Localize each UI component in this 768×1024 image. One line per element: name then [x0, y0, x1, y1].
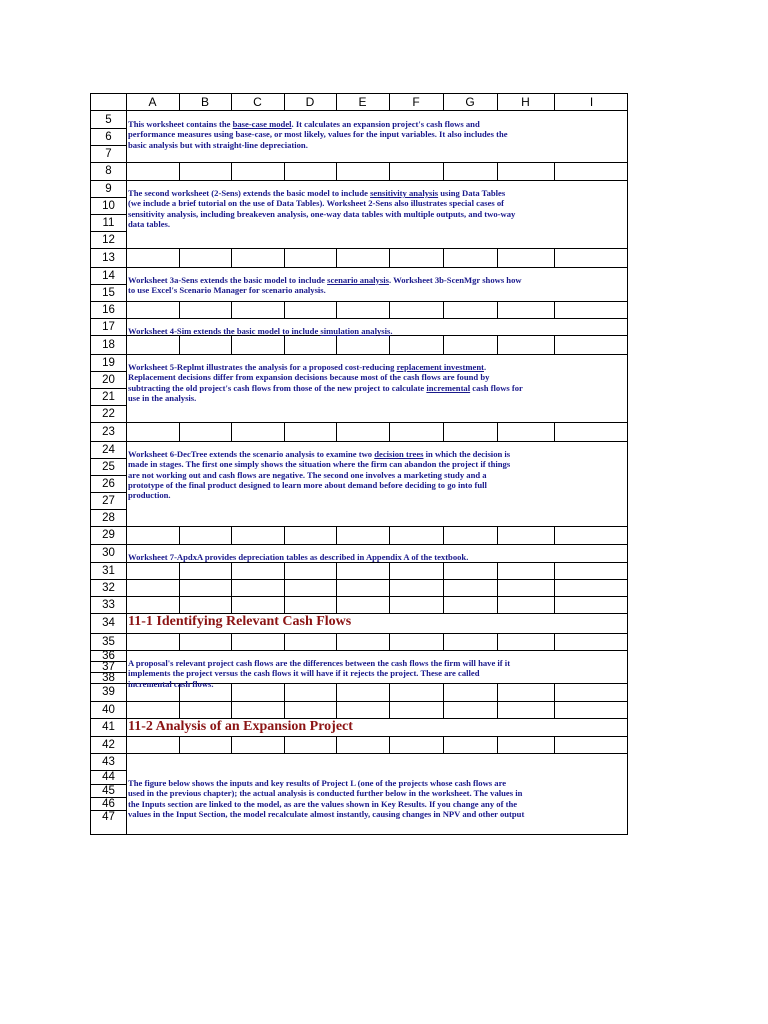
text-run: The second worksheet (2-Sens) extends the basic model to include: [128, 188, 371, 198]
row-number[interactable]: 31: [102, 564, 115, 577]
row-number[interactable]: 26: [102, 477, 115, 490]
row-divider: [91, 301, 628, 302]
row-number[interactable]: 23: [102, 425, 115, 438]
text-run: Worksheet 4-Sim extends the basic model to include: [128, 326, 321, 336]
column-header[interactable]: H: [521, 95, 530, 109]
column-header[interactable]: C: [253, 95, 262, 109]
cell-divider: [231, 248, 232, 267]
row-divider: [91, 422, 628, 423]
cell-divider: [231, 701, 232, 718]
text-run: cash flows for use in the analysis.: [128, 382, 523, 403]
row-number[interactable]: 38: [102, 671, 115, 684]
col-divider: [231, 94, 232, 110]
text-run: . Replacement decisions differ from expansion decisions because most of the cash flows are found by subtracting the old project's cash flows from those of the new project to calculate: [128, 362, 490, 393]
cell-divider: [443, 335, 444, 354]
row-number[interactable]: 37: [102, 660, 115, 673]
cell-divider: [231, 422, 232, 441]
cell-divider: [179, 701, 180, 718]
cell-divider: [179, 248, 180, 267]
cell-divider: [179, 335, 180, 354]
cell-divider: [336, 736, 337, 753]
cell-divider: [336, 701, 337, 718]
cell-divider: [389, 736, 390, 753]
row-divider: [91, 526, 628, 527]
row-number[interactable]: 9: [105, 182, 112, 195]
text-run: A proposal's relevant project cash flows are the differences between the cash flows the firm will have if it implements the project versus the cash flows it will have if it rejects the project. These are called incremental cash flows.: [128, 658, 511, 689]
text-run: The figure below shows the inputs and key results of Project L (one of the projects whose cash flows are used in the previous chapter); the actual analysis is conducted further below in the worksheet. The values in the Inputs section are linked to the model, as are the values shown in Key Results. If you change any of the values in the Input Section, the model recalculate almost instantly, causing changes in NPV and other output: [128, 778, 525, 819]
glossary-link[interactable]: simulation analysis: [320, 326, 391, 336]
row-number[interactable]: 17: [102, 320, 115, 333]
cell-divider: [179, 736, 180, 753]
glossary-link[interactable]: scenario analysis: [327, 275, 389, 285]
cell-divider: [554, 422, 555, 441]
text-run: . Worksheet 3b-ScenMgr shows how to use Excel's Scenario Manager for scenario analysis.: [128, 275, 522, 296]
col-divider: [497, 94, 498, 110]
cell-divider: [284, 422, 285, 441]
cell-divider: [336, 562, 337, 579]
column-header[interactable]: A: [148, 95, 157, 109]
cell-divider: [497, 526, 498, 544]
text-run: . It calculates an expansion project's cash flows and performance measures using base-case, or most likely, values for the input variables. It also includes the basic analysis but with straight-line depreciation.: [128, 119, 508, 150]
row-number[interactable]: 45: [102, 784, 115, 797]
cell-divider: [443, 736, 444, 753]
cell-divider: [497, 701, 498, 718]
cell-divider: [231, 526, 232, 544]
cell-divider: [389, 248, 390, 267]
cell-divider: [554, 248, 555, 267]
cell-divider: [284, 526, 285, 544]
cell-divider: [284, 562, 285, 579]
row-number[interactable]: 32: [102, 581, 115, 594]
row-number[interactable]: 29: [102, 529, 115, 541]
col-divider: [389, 94, 390, 110]
cell-divider: [497, 248, 498, 267]
text-run: .: [390, 326, 393, 336]
row-number[interactable]: 47: [102, 810, 115, 823]
description-text: [128, 362, 628, 403]
cell-divider: [554, 162, 555, 180]
cell-divider: [336, 596, 337, 613]
cell-divider: [284, 301, 285, 318]
cell-divider: [443, 248, 444, 267]
row-number[interactable]: 14: [102, 269, 115, 282]
row-number[interactable]: 33: [102, 598, 115, 611]
cell-divider: [336, 633, 337, 650]
row-number[interactable]: 44: [102, 771, 115, 783]
row-number[interactable]: 13: [102, 251, 115, 264]
cell-divider: [497, 422, 498, 441]
text-run: using Data Tables (we include a brief tutorial on the use of Data Tables). Worksheet 2-Sens also illustrates special cases of sensitivity analysis, including breakeven analysis, one-way data tables with multiple outputs, and two-way data tables.: [128, 188, 516, 229]
cell-divider: [443, 562, 444, 579]
cell-divider: [336, 526, 337, 544]
cell-divider: [284, 596, 285, 613]
cell-divider: [389, 562, 390, 579]
cell-divider: [231, 579, 232, 596]
cell-divider: [179, 633, 180, 650]
cell-divider: [284, 248, 285, 267]
cell-divider: [554, 596, 555, 613]
cell-divider: [554, 701, 555, 718]
cell-divider: [497, 301, 498, 318]
cell-divider: [554, 526, 555, 544]
row-number[interactable]: 30: [102, 547, 115, 559]
row-number[interactable]: 11: [102, 216, 115, 229]
row-divider: [91, 596, 628, 597]
cell-divider: [336, 422, 337, 441]
col-divider: [443, 94, 444, 110]
cell-divider: [231, 562, 232, 579]
cell-divider: [179, 422, 180, 441]
row-divider: [91, 633, 628, 634]
row-number[interactable]: 20: [102, 373, 115, 386]
description-text: [128, 778, 628, 819]
section-heading: 11-1 Identifying Relevant Cash Flows: [128, 614, 352, 629]
cell-divider: [179, 579, 180, 596]
cell-divider: [554, 633, 555, 650]
text-run: This worksheet contains the: [128, 119, 233, 129]
cell-divider: [497, 596, 498, 613]
row-number[interactable]: 8: [105, 165, 112, 177]
cell-divider: [443, 301, 444, 318]
row-number[interactable]: 6: [105, 130, 112, 143]
column-header[interactable]: D: [305, 95, 315, 109]
row-number[interactable]: 5: [105, 113, 112, 126]
row-number[interactable]: 21: [102, 390, 115, 403]
row-divider: [91, 248, 628, 249]
row-number[interactable]: 19: [102, 356, 115, 369]
cell-divider: [389, 701, 390, 718]
row-number[interactable]: 28: [102, 511, 115, 524]
col-divider: [336, 94, 337, 110]
cell-divider: [336, 335, 337, 354]
cell-divider: [336, 248, 337, 267]
row-number[interactable]: 46: [102, 797, 115, 810]
row-number[interactable]: 16: [102, 303, 115, 316]
cell-divider: [284, 701, 285, 718]
cell-divider: [179, 562, 180, 579]
row-divider: [91, 736, 628, 737]
cell-divider: [389, 301, 390, 318]
description-text: [128, 658, 628, 689]
cell-divider: [284, 335, 285, 354]
text-run: Worksheet 3a-Sens extends the basic model to include: [128, 275, 328, 285]
cell-divider: [554, 736, 555, 753]
cell-divider: [389, 422, 390, 441]
row-number[interactable]: 43: [102, 755, 115, 768]
cell-divider: [389, 162, 390, 180]
cell-divider: [284, 633, 285, 650]
cell-divider: [179, 526, 180, 544]
cell-divider: [231, 301, 232, 318]
row-number[interactable]: 18: [102, 338, 115, 351]
cell-divider: [443, 633, 444, 650]
row-number[interactable]: 25: [102, 460, 115, 473]
row-number[interactable]: 42: [102, 738, 115, 751]
cell-divider: [231, 633, 232, 650]
row-number[interactable]: 15: [102, 286, 115, 299]
row-number[interactable]: 7: [105, 147, 112, 160]
cell-divider: [389, 579, 390, 596]
cell-divider: [179, 162, 180, 180]
glossary-link[interactable]: incremental: [426, 382, 471, 393]
cell-divider: [443, 701, 444, 718]
cell-divider: [497, 335, 498, 354]
row-number[interactable]: 36: [102, 649, 115, 662]
glossary-link[interactable]: replacement investment: [396, 362, 484, 372]
description-text: [128, 552, 628, 562]
col-divider: [284, 94, 285, 110]
row-divider: [91, 162, 628, 163]
cell-divider: [443, 526, 444, 544]
column-header[interactable]: B: [200, 95, 209, 109]
cell-divider: [443, 162, 444, 180]
cell-divider: [336, 579, 337, 596]
cell-divider: [497, 579, 498, 596]
column-header[interactable]: G: [465, 95, 475, 109]
cell-divider: [389, 526, 390, 544]
glossary-link[interactable]: sensitivity analysis: [370, 188, 439, 198]
description-text: [128, 326, 628, 336]
column-header[interactable]: E: [358, 95, 367, 109]
cell-divider: [497, 633, 498, 650]
text-run: in which the decision is made in stages. The first one simply shows the situation where the firm can abandon the project if things are not working out and cash flows are negative. The second one involves a marketing study and a prototype of the final product designed to learn more about demand before deciding to go into full production.: [128, 449, 511, 501]
cell-divider: [554, 562, 555, 579]
glossary-link[interactable]: decision trees: [374, 449, 424, 459]
cell-divider: [336, 162, 337, 180]
row-number[interactable]: 39: [102, 686, 115, 698]
cell-divider: [231, 335, 232, 354]
description-text: [128, 275, 628, 296]
cell-divider: [389, 633, 390, 650]
col-divider: [554, 94, 555, 110]
cell-divider: [554, 335, 555, 354]
cell-divider: [443, 422, 444, 441]
row-number[interactable]: 10: [102, 199, 115, 212]
description-text: [128, 119, 628, 150]
description-text: [128, 188, 628, 229]
cell-divider: [284, 579, 285, 596]
row-divider: [91, 579, 628, 580]
cell-divider: [554, 301, 555, 318]
row-number[interactable]: 35: [102, 635, 115, 648]
cell-divider: [284, 162, 285, 180]
header-divider: [91, 110, 628, 111]
spreadsheet: [90, 93, 628, 835]
row-number[interactable]: 40: [102, 703, 115, 716]
text-run: Worksheet 5-Replmt illustrates the analysis for a proposed cost-reducing: [128, 362, 397, 372]
row-divider: [91, 701, 628, 702]
row-number[interactable]: 27: [102, 494, 115, 507]
cell-divider: [389, 596, 390, 613]
cell-divider: [231, 596, 232, 613]
cell-divider: [179, 596, 180, 613]
description-text: [128, 449, 628, 500]
glossary-link[interactable]: base-case model: [232, 119, 292, 129]
row-number[interactable]: 34: [102, 617, 115, 629]
cell-divider: [231, 162, 232, 180]
row-number[interactable]: 22: [102, 407, 115, 420]
cell-divider: [497, 162, 498, 180]
cell-divider: [554, 579, 555, 596]
col-divider: [179, 94, 180, 110]
text-run: Worksheet 7-ApdxA provides depreciation tables as described in Appendix A of the textbook.: [128, 552, 469, 562]
cell-divider: [336, 301, 337, 318]
column-header[interactable]: F: [412, 95, 420, 109]
cell-divider: [179, 301, 180, 318]
cell-divider: [389, 335, 390, 354]
cell-divider: [284, 736, 285, 753]
section-heading: 11-2 Analysis of an Expansion Project: [128, 719, 353, 734]
row-number[interactable]: 24: [102, 443, 115, 456]
row-number[interactable]: 41: [102, 721, 115, 733]
cell-divider: [497, 562, 498, 579]
cell-divider: [497, 736, 498, 753]
cell-divider: [231, 736, 232, 753]
row-number[interactable]: 12: [102, 233, 115, 246]
text-run: Worksheet 6-DecTree extends the scenario analysis to examine two: [128, 449, 375, 459]
column-header[interactable]: I: [589, 95, 594, 109]
cell-divider: [443, 579, 444, 596]
cell-divider: [443, 596, 444, 613]
